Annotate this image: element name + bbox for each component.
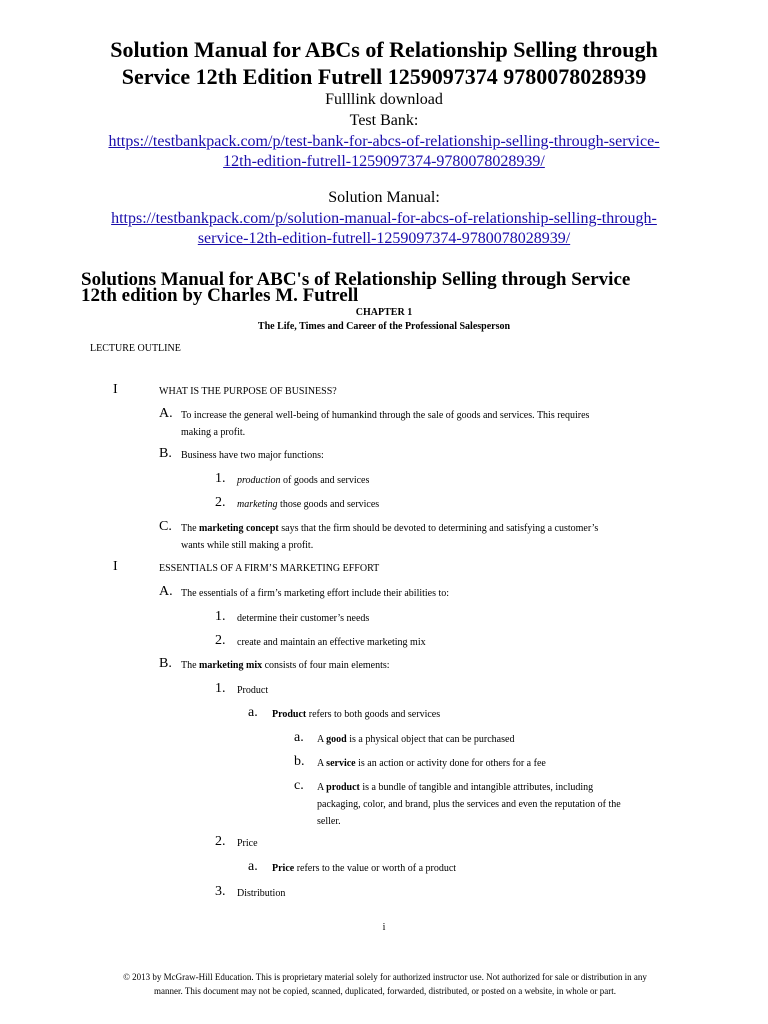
outline-text-rest: consists of four main elements: [262,660,390,671]
outline-text-rest: says that the firm should be devoted to determining and satisfying a customer’s [278,523,599,534]
item-label: 1. [215,609,226,624]
outline-text: Price [237,838,258,849]
section1-title: WHAT IS THE PURPOSE OF BUSINESS? [159,386,337,397]
outline-text-pre: A [317,782,327,793]
item-label: 3. [215,884,226,899]
item-label: 1. [215,471,226,486]
italic-term: marketing [237,499,278,510]
outline-text-rest: is a bundle of tangible and intangible attributes, including [359,782,594,793]
item-label: 2. [215,495,226,510]
page-number: i [382,922,386,933]
item-label: a. [248,705,258,720]
item-label: a. [248,859,258,874]
item-label: B. [159,656,172,671]
item-label: B. [159,446,172,461]
outline-text-rest: refers to both goods and services [306,709,441,720]
section2-numeral: I [113,559,118,574]
outline-text: create and maintain an effective marketing mix [237,637,426,648]
outline-text [272,706,440,723]
outline-text [181,520,598,537]
outline-text: The essentials of a firm’s marketing effort include their abilities to: [181,588,450,599]
copyright-footer-line1: © 2013 by McGraw-Hill Education. This is proprietary material solely for authorized instructor use. Not authorized for sale or distribution in any [123,972,647,982]
chapter-label: CHAPTER 1 [355,307,413,318]
outline-text: making a profit. [181,427,246,438]
item-label: 2. [215,633,226,648]
outline-text: Distribution [237,888,286,899]
outline-text [317,731,514,748]
outline-text-rest: those goods and services [277,499,380,510]
item-label: 2. [215,834,226,849]
outline-text-pre: The [181,523,200,534]
outline-text: wants while still making a profit. [181,540,314,551]
outline-label: LECTURE OUTLINE [90,343,181,354]
outline-text: determine their customer’s needs [237,613,370,624]
bold-term: Price [272,863,295,874]
outline-text: Product [237,685,269,696]
item-label: A. [159,406,173,421]
test-bank-link-line2[interactable]: 12th-edition-futrell-1259097374-9780078028939/ [223,153,545,170]
outline-text [272,860,456,877]
bold-term: Product [272,709,307,720]
outline-text-pre: The [181,660,200,671]
outline-text-pre: A [317,734,327,745]
bold-term: product [326,782,360,793]
doc-heading-line1: Solutions Manual for ABC's of Relationship Selling through Service [81,269,631,290]
outline-text [237,472,369,489]
copyright-footer-line2: manner. This document may not be copied, scanned, duplicated, forwarded, distributed, or posted on a website, in whole or part. [154,986,616,996]
outline-text: Business have two major functions: [181,450,324,461]
outline-text [317,779,593,796]
outline-text-rest: is a physical object that can be purchased [346,734,515,745]
item-label: a. [294,730,304,745]
outline-text-rest: refers to the value or worth of a product [294,863,457,874]
bold-term: service [326,758,356,769]
item-label: c. [294,778,304,793]
outline-text: seller. [317,816,341,827]
item-label: 1. [215,681,226,696]
test-bank-link-line1[interactable]: https://testbankpack.com/p/test-bank-for-abcs-of-relationship-selling-through-service- [108,133,660,150]
outline-text-pre: A [317,758,327,769]
outline-text: packaging, color, and brand, plus the services and even the reputation of the [317,799,621,810]
outline-text [237,496,379,513]
solution-manual-label: Solution Manual: [328,189,440,206]
item-label: A. [159,584,173,599]
page-title-line2: Service 12th Edition Futrell 1259097374 9780078028939 [121,64,647,89]
bold-term: good [326,734,347,745]
bold-term: marketing mix [199,660,263,671]
outline-text-rest: of goods and services [280,475,370,486]
outline-text-rest: is an action or activity done for others for a fee [355,758,546,769]
section2-title: ESSENTIALS OF A FIRM’S MARKETING EFFORT [159,563,380,574]
solution-link-line1[interactable]: https://testbankpack.com/p/solution-manual-for-abcs-of-relationship-selling-through- [111,210,657,227]
item-label: b. [294,754,305,769]
outline-text [181,657,390,674]
full-link-label: Fulllink download [325,91,443,108]
chapter-title: The Life, Times and Career of the Professional Salesperson [257,321,511,332]
item-label: C. [159,519,172,534]
section1-numeral: I [113,382,118,397]
test-bank-label: Test Bank: [349,112,419,129]
bold-term: marketing concept [199,523,279,534]
outline-text: To increase the general well-being of humankind through the sale of goods and services. This requires [181,410,590,421]
outline-text [317,755,546,772]
doc-heading-line2: 12th edition by Charles M. Futrell [81,285,359,306]
italic-term: production [237,475,281,486]
solution-link-line2[interactable]: service-12th-edition-futrell-1259097374-9780078028939/ [197,230,571,247]
page-title-line1: Solution Manual for ABCs of Relationship Selling through [110,37,658,62]
